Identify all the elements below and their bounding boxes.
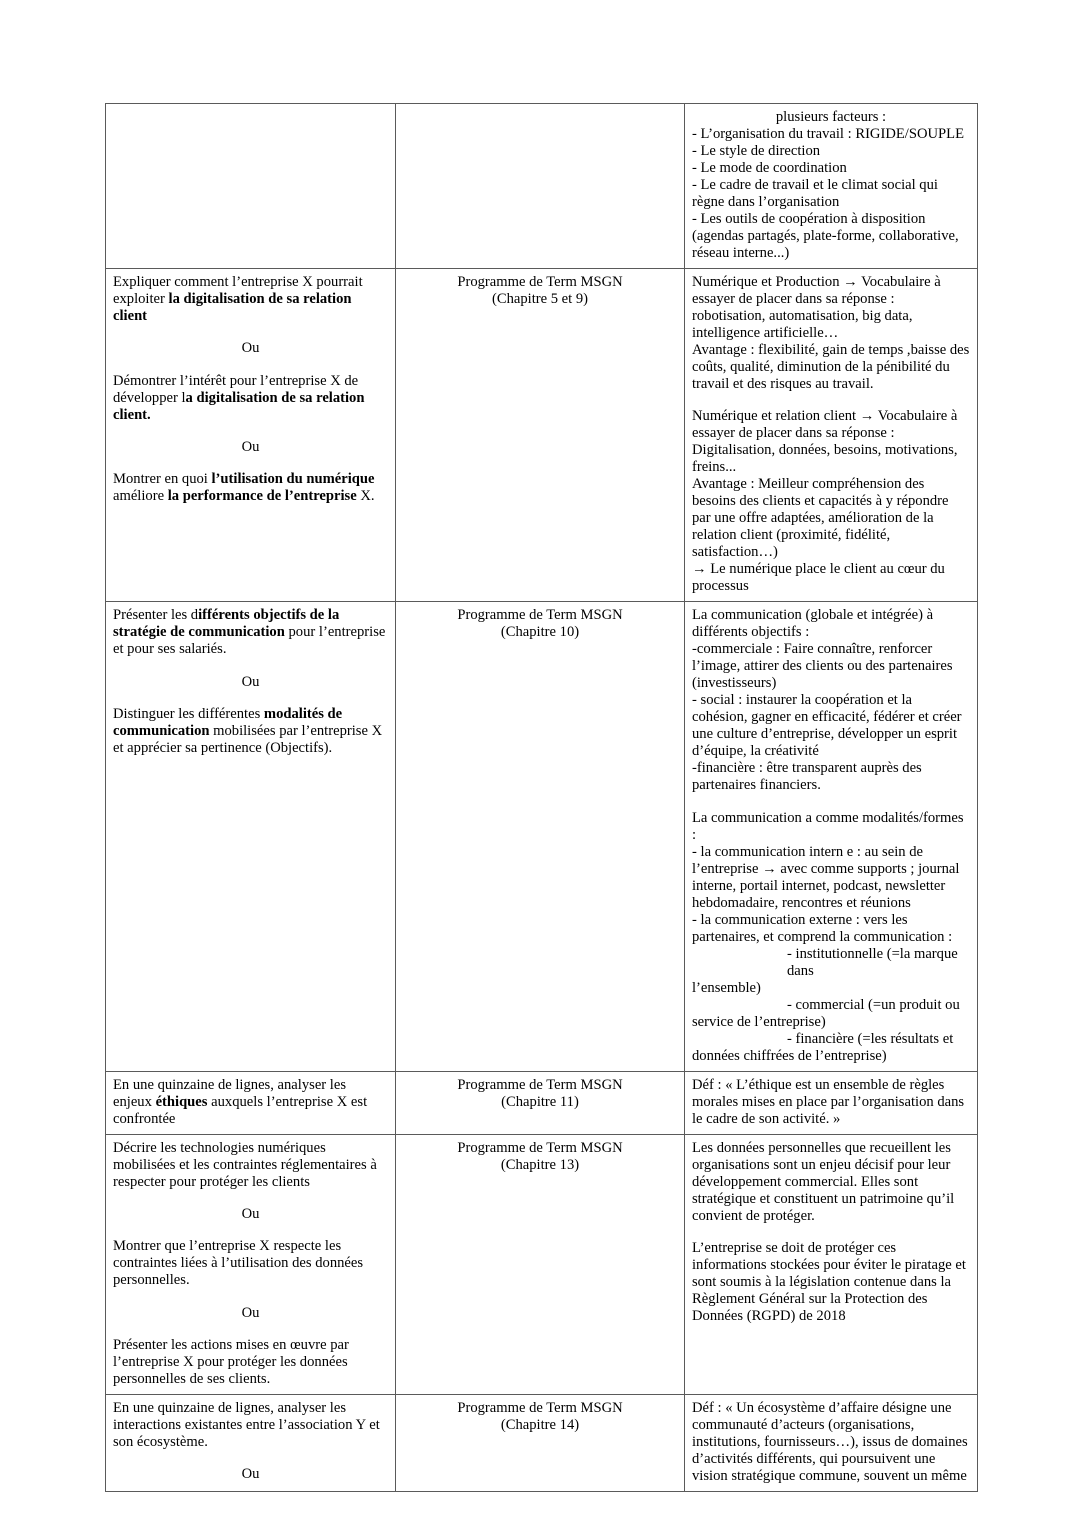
- spacer: [692, 1225, 970, 1240]
- question-emphasis: a digitalisation de sa relation client.: [113, 389, 365, 423]
- question-part-1: [113, 1077, 388, 1128]
- answer-cell: [685, 104, 978, 269]
- answer-block: La communication a comme modalités/formes :: [692, 809, 964, 843]
- answer-block: L’entreprise se doit de protéger ces informations stockées pour éviter le piratage et sont soumis à la législation contenue dans la Règlement Général sur la Protection des Données (RGPD) de 2018: [692, 1239, 966, 1324]
- programme-title: Programme de Term MSGN: [457, 274, 623, 290]
- answer-block: -financière : être transparent auprès des partenaires financiers.: [692, 760, 922, 794]
- answer-line: - Le cadre de travail et le climat social qui règne dans l’organisation: [692, 177, 938, 210]
- table-row: [106, 269, 978, 602]
- spacer: [113, 658, 388, 673]
- question-part-3: [113, 471, 388, 505]
- spacer: [692, 393, 970, 408]
- question-text: Montrer en quoi: [113, 471, 212, 488]
- question-cell: [106, 602, 396, 1071]
- answer-cell: [685, 1071, 978, 1134]
- table-row: [106, 602, 978, 1071]
- programme-chapter: (Chapitre 11): [501, 1093, 579, 1110]
- question-text: Expliquer comment l’entreprise X pourrait exploiter: [113, 274, 363, 307]
- programme-cell: [396, 1134, 685, 1394]
- answer-block: Numérique et relation client → Vocabulaire à essayer de placer dans sa réponse : Digitalisation, données, besoins, motivations, freins...: [692, 408, 958, 476]
- spacer: [113, 1289, 388, 1304]
- or-separator: Ou: [241, 438, 260, 455]
- spacer: [113, 357, 388, 372]
- question-text: En une quinzaine de lignes, analyser les enjeux: [113, 1076, 347, 1110]
- answer-heading: plusieurs facteurs :: [775, 109, 887, 125]
- answer-block: - social : instaurer la coopération et la cohésion, gagner en efficacité, fédérer et créer une culture d’entreprise, développer un esprit d’équipe, la créativité: [692, 692, 962, 760]
- answer-block: La communication (globale et intégrée) à différents objectifs :: [692, 607, 934, 641]
- question-text: Présenter les d: [113, 607, 199, 624]
- answer-subitem-cont: l’ensemble): [692, 979, 761, 996]
- answer-line: - Les outils de coopération à disposition (agendas partagés, plate-forme, collaborative, réseau interne...): [692, 211, 959, 261]
- question-emphasis: ifférents objectifs de la stratégie de communication: [113, 607, 340, 641]
- question-part-1: [113, 274, 388, 325]
- answer-block: - la communication intern e : au sein de l’entreprise → avec comme supports ; journal interne, portail internet, podcast, newsletter hebdomadaire, rencontres et réunions: [692, 843, 960, 911]
- programme-cell: [396, 269, 685, 602]
- answer-line: - L’organisation du travail : RIGIDE/SOUPLE: [692, 126, 964, 142]
- question-emphasis: modalités de communication: [113, 705, 343, 739]
- answer-block: Avantage : flexibilité, gain de temps ,baisse des coûts, qualité, diminution de la pénibilité du travail et des risques au travail.: [692, 342, 970, 392]
- programme-cell: [396, 1394, 685, 1491]
- question-emphasis: l’utilisation du numérique: [211, 471, 375, 488]
- answer-block: Déf : « L’éthique est un ensemble de règles morales mises en place par l’organisation dans le cadre de son activité. »: [692, 1076, 965, 1127]
- programme-chapter: (Chapitre 10): [500, 624, 580, 641]
- question-emphasis: éthiques: [155, 1093, 208, 1110]
- question-part-2: [113, 373, 388, 424]
- programme-chapter: (Chapitre 5 et 9): [491, 291, 589, 307]
- answer-block: - la communication externe : vers les partenaires, et comprend la communication :: [692, 911, 953, 945]
- answer-cell: [685, 1134, 978, 1394]
- question-text: mobilisées par l’entreprise X et apprécier sa pertinence (Objectifs).: [113, 722, 383, 756]
- answer-subitem-cont: données chiffrées de l’entreprise): [692, 1047, 887, 1064]
- answer-subitem: - commercial (=un produit ou: [787, 996, 960, 1013]
- question-text: X.: [356, 488, 375, 505]
- question-cell: [106, 1134, 396, 1394]
- answer-block: Les données personnelles que recueillent les organisations sont un enjeu décisif pour leur développement commercial. Elles sont stratégique et constituent un patrimoine qu’il convient de protéger.: [692, 1139, 955, 1224]
- programme-title: Programme de Term MSGN: [457, 1139, 623, 1156]
- spacer: [113, 1223, 388, 1238]
- question-cell: [106, 1071, 396, 1134]
- programme-cell: [396, 104, 685, 269]
- spacer: [113, 1191, 388, 1206]
- answer-cell: [685, 602, 978, 1071]
- or-separator: Ou: [241, 1466, 260, 1483]
- answer-subitem: - financière (=les résultats et: [787, 1030, 954, 1047]
- or-separator: Ou: [241, 673, 260, 690]
- table-row: [106, 1134, 978, 1394]
- question-part-2: Montrer que l’entreprise X respecte les contraintes liées à l’utilisation des données personnelles.: [113, 1238, 364, 1289]
- question-text: pour l’entreprise et pour ses salariés.: [113, 624, 386, 658]
- programme-cell: [396, 1071, 685, 1134]
- programme-chapter: (Chapitre 13): [500, 1156, 580, 1173]
- or-separator: Ou: [241, 340, 260, 357]
- spacer: [113, 1322, 388, 1337]
- question-cell: [106, 104, 396, 269]
- table-row: [106, 104, 978, 269]
- answer-block: Numérique et Production → Vocabulaire à essayer de placer dans sa réponse : robotisation, automatisation, big data, intelligence artificielle…: [692, 274, 941, 341]
- answer-block: Avantage : Meilleur compréhension des besoins des clients et capacités à y répondre par une offre adaptées, amélioration de la relation client (proximité, fidélité, satisfaction…): [692, 476, 949, 561]
- answer-block: → Le numérique place le client au cœur du processus: [692, 561, 945, 595]
- answer-block: -commerciale : Faire connaître, renforcer l’image, attirer des clients ou des partenaires (investisseurs): [692, 641, 953, 692]
- table-row: [106, 1394, 978, 1491]
- programme-title: Programme de Term MSGN: [457, 1076, 623, 1093]
- or-separator: Ou: [241, 1205, 260, 1222]
- spacer: [692, 794, 970, 809]
- question-part-1: Décrire les technologies numériques mobilisées et les contraintes réglementaires à respecter pour protéger les clients: [113, 1139, 377, 1190]
- question-part-1: En une quinzaine de lignes, analyser les interactions existantes entre l’association Y et son écosystème.: [113, 1399, 380, 1450]
- question-text: améliore: [113, 488, 168, 505]
- answer-subitem-cont: service de l’entreprise): [692, 1013, 826, 1030]
- programme-title: Programme de Term MSGN: [457, 1399, 623, 1416]
- spacer: [113, 424, 388, 439]
- answer-line: - Le style de direction: [692, 143, 821, 159]
- spacer: [113, 456, 388, 471]
- question-part-3: Présenter les actions mises en œuvre par l’entreprise X pour protéger les données personnelles de ses clients.: [113, 1336, 349, 1387]
- answer-subitem: - institutionnelle (=la marque dans: [787, 945, 958, 979]
- question-text: Distinguer les différentes: [113, 705, 264, 722]
- spacer: [113, 325, 388, 340]
- question-cell: [106, 269, 396, 602]
- answer-cell: [685, 269, 978, 602]
- table-row: [106, 1071, 978, 1134]
- spacer: [113, 691, 388, 706]
- programme-chapter: (Chapitre 14): [500, 1416, 580, 1433]
- answer-line: - Le mode de coordination: [692, 160, 847, 176]
- question-emphasis: la digitalisation de sa relation client: [113, 291, 352, 324]
- question-part-1: [113, 607, 388, 658]
- question-text: auxquels l’entreprise X est confrontée: [113, 1093, 368, 1127]
- programme-title: Programme de Term MSGN: [457, 607, 623, 624]
- question-cell: [106, 1394, 396, 1491]
- spacer: [113, 1451, 388, 1466]
- question-text: Démontrer l’intérêt pour l’entreprise X de développer l: [113, 372, 359, 406]
- answer-cell: [685, 1394, 978, 1491]
- requirements-table: [105, 103, 978, 1492]
- answer-block: Déf : « Un écosystème d’affaire désigne une communauté d’acteurs (organisations, institutions, fournisseurs…), issus de domaines d’activités différents, qui poursuivent une vision stratégique commune, souvent un même: [692, 1399, 968, 1484]
- or-separator: Ou: [241, 1304, 260, 1321]
- question-part-2: [113, 706, 388, 757]
- question-emphasis: la performance de l’entreprise: [167, 488, 357, 505]
- programme-cell: [396, 602, 685, 1071]
